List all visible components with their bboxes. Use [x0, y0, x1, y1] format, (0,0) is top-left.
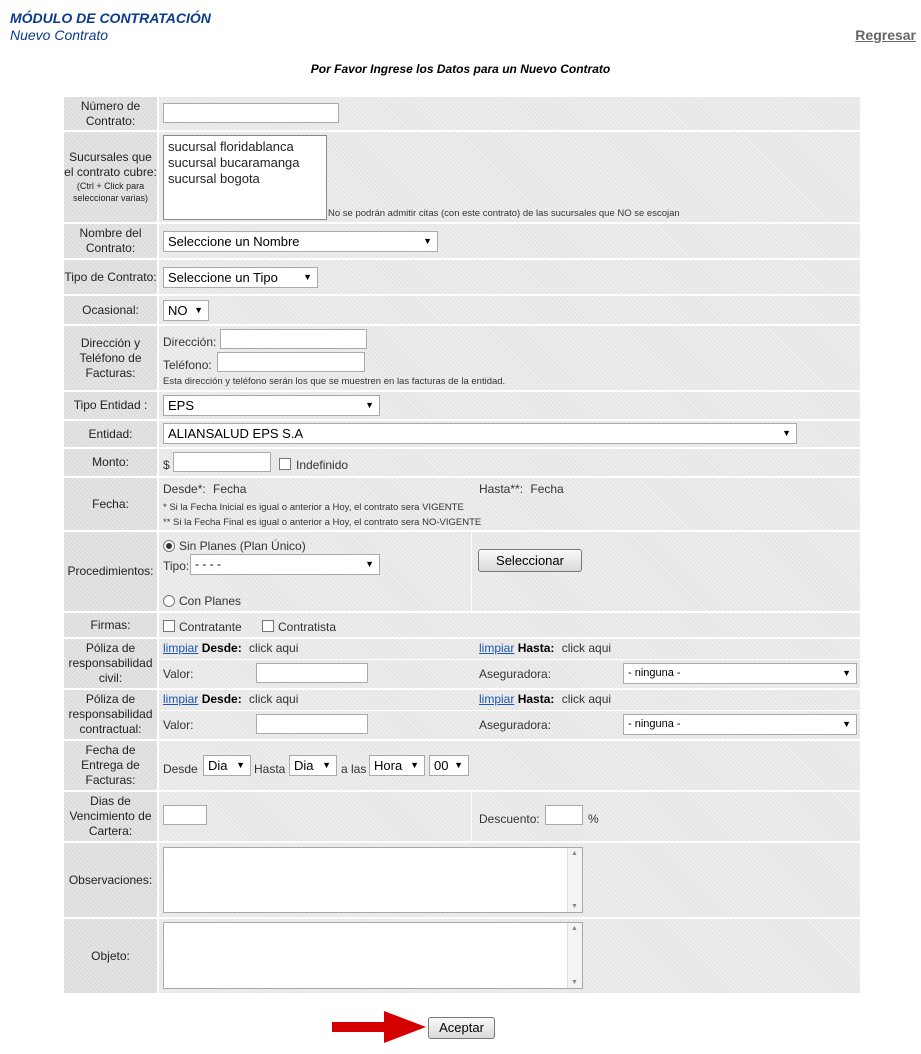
- click-aqui-date[interactable]: click aqui: [249, 641, 299, 655]
- entidad-selected: ALIANSALUD EPS S.A: [168, 426, 304, 441]
- label-sucursales-text: Sucursales que el contrato cubre:: [64, 150, 157, 179]
- valor-label: Valor:: [163, 718, 194, 732]
- label-poliza-contractual: Póliza de responsabilidad contractual:: [64, 690, 157, 739]
- monto-input[interactable]: [173, 452, 271, 472]
- nombre-contrato-selected: Seleccione un Nombre: [168, 234, 300, 249]
- sin-planes-radio[interactable]: [163, 540, 175, 552]
- indefinido-checkbox[interactable]: [279, 458, 291, 470]
- label-sucursales: [64, 132, 157, 222]
- back-link[interactable]: Regresar: [855, 27, 916, 43]
- aseguradora-selected: - ninguna -: [628, 718, 681, 730]
- column-divider: [471, 532, 472, 611]
- entrega-hora-select[interactable]: [369, 755, 425, 776]
- fecha-desde-label: Desde*:: [163, 482, 206, 496]
- poliza-civil-valor-input[interactable]: [256, 663, 368, 683]
- fecha-desde: [163, 482, 246, 496]
- label-tipo-entidad: Tipo Entidad :: [64, 392, 157, 419]
- label-fecha-entrega: Fecha de Entrega de Facturas:: [64, 741, 157, 790]
- contratista-label: Contratista: [278, 620, 337, 634]
- label-numero-contrato: Número de Contrato:: [64, 97, 157, 130]
- con-planes-label: Con Planes: [179, 594, 242, 608]
- direccion-input[interactable]: [220, 329, 367, 349]
- objeto-scrollbar[interactable]: [567, 923, 582, 988]
- row-tipo-contrato: [64, 260, 860, 294]
- sucursales-note: No se podrán admitir citas (con este contrato) de las sucursales que NO se escojan: [328, 208, 680, 219]
- entrega-desde-label: Desde: [163, 762, 198, 776]
- fecha-hasta-label: Hasta**:: [479, 482, 524, 496]
- chevron-down-icon: ▼: [842, 719, 851, 729]
- contratante-checkbox[interactable]: [163, 620, 175, 632]
- limpiar-link[interactable]: limpiar: [163, 641, 199, 655]
- row-procedimientos: [64, 532, 860, 611]
- observaciones-textarea[interactable]: [163, 847, 583, 913]
- chevron-down-icon: ▼: [365, 400, 374, 410]
- chevron-down-icon: ▼: [410, 760, 419, 770]
- entrega-dia-hasta-selected: Dia: [294, 758, 314, 773]
- click-aqui-date[interactable]: click aqui: [561, 692, 612, 706]
- contratista-checkbox[interactable]: [262, 620, 274, 632]
- label-firmas: Firmas:: [64, 613, 157, 637]
- nombre-contrato-select[interactable]: [163, 231, 438, 252]
- entrega-hora-selected: Hora: [374, 758, 403, 773]
- dias-vencimiento-input[interactable]: [163, 805, 207, 825]
- row-dias-vencimiento: [64, 792, 860, 841]
- percent-sign: %: [588, 812, 599, 826]
- scroll-up-icon[interactable]: ▲: [571, 925, 578, 932]
- sucursales-listbox[interactable]: [163, 135, 327, 220]
- row-poliza-contractual: [64, 690, 860, 739]
- fecha-hasta: [479, 482, 564, 496]
- row-poliza-civil: [64, 639, 860, 688]
- sucursal-option[interactable]: sucursal bucaramanga: [168, 155, 300, 170]
- tipo-entidad-select[interactable]: [163, 395, 380, 416]
- poliza-civil-hasta: [479, 641, 611, 655]
- objeto-textarea[interactable]: [163, 922, 583, 989]
- scroll-down-icon[interactable]: ▼: [571, 979, 578, 986]
- tipo-procedimiento-selected: - - - -: [195, 557, 221, 571]
- label-monto: Monto:: [64, 449, 157, 476]
- entrega-minutos-select[interactable]: [429, 755, 469, 776]
- row-fecha-entrega: [64, 741, 860, 790]
- chevron-down-icon: ▼: [454, 760, 463, 770]
- label-poliza-civil: Póliza de responsabilidad civil:: [64, 639, 157, 688]
- hasta-label: Hasta:: [517, 641, 555, 655]
- entrega-minutos-selected: 00: [434, 758, 449, 773]
- descuento-input[interactable]: [545, 805, 583, 825]
- chevron-down-icon: ▼: [322, 760, 331, 770]
- click-aqui-date[interactable]: click aqui: [249, 692, 299, 706]
- row-firmas: [64, 613, 860, 637]
- contratante-label: Contratante: [179, 620, 242, 634]
- ocasional-selected: NO: [168, 303, 188, 318]
- fecha-note-vigente: * Si la Fecha Inicial es igual o anterior a Hoy, el contrato sera VIGENTE: [163, 502, 464, 513]
- row-monto: [64, 449, 860, 476]
- limpiar-link[interactable]: limpiar: [479, 692, 515, 706]
- numero-contrato-input[interactable]: [163, 103, 339, 123]
- sin-planes-label: Sin Planes (Plan Único): [179, 539, 306, 553]
- column-divider: [471, 792, 472, 841]
- desde-label: Desde:: [201, 692, 242, 706]
- entrega-dia-desde-selected: Dia: [208, 758, 228, 773]
- chevron-down-icon: ▼: [842, 668, 851, 678]
- row-objeto: [64, 919, 860, 993]
- label-tipo-contrato: Tipo de Contrato:: [64, 260, 157, 294]
- label-ocasional: Ocasional:: [64, 296, 157, 324]
- tipo-proc-label: Tipo:: [163, 559, 190, 573]
- valor-label: Valor:: [163, 667, 194, 681]
- aseguradora-label: Aseguradora:: [479, 667, 552, 681]
- row-divider: [159, 659, 860, 660]
- poliza-contractual-aseguradora-select[interactable]: [623, 714, 857, 735]
- label-procedimientos: Procedimientos:: [64, 532, 157, 611]
- row-entidad: [64, 421, 860, 447]
- fecha-hasta-value[interactable]: Fecha: [530, 482, 564, 496]
- entrega-hasta-label: Hasta: [254, 762, 286, 776]
- chevron-down-icon: ▼: [236, 760, 245, 770]
- poliza-contractual-valor-input[interactable]: [256, 714, 368, 734]
- row-sucursales: [64, 132, 860, 222]
- aseguradora-selected: - ninguna -: [628, 667, 681, 679]
- label-direccion-telefono: Dirección y Teléfono de Facturas:: [64, 326, 157, 390]
- tipo-contrato-selected: Seleccione un Tipo: [168, 270, 278, 285]
- row-nombre-contrato: [64, 224, 860, 258]
- click-aqui-date[interactable]: click aqui: [561, 641, 612, 655]
- label-dias-vencimiento: Dias de Vencimiento de Cartera:: [64, 792, 157, 841]
- hasta-label: Hasta:: [517, 692, 555, 706]
- descuento-label: Descuento:: [479, 812, 540, 826]
- entrega-dia-hasta-select[interactable]: [289, 755, 337, 776]
- desde-label: Desde:: [201, 641, 242, 655]
- sucursal-option[interactable]: sucursal bogota: [168, 171, 260, 186]
- module-title: MÓDULO DE CONTRATACIÓN: [10, 10, 211, 26]
- seleccionar-button[interactable]: Seleccionar: [478, 549, 582, 572]
- page-subtitle: Nuevo Contrato: [10, 27, 109, 43]
- poliza-contractual-hasta: [479, 692, 611, 706]
- row-observaciones: [64, 843, 860, 917]
- form-intro: Por Favor Ingrese los Datos para un Nuevo Contrato: [310, 62, 611, 76]
- chevron-down-icon: ▼: [423, 236, 432, 246]
- poliza-civil-aseguradora-select[interactable]: [623, 663, 857, 684]
- currency-symbol: $: [163, 458, 170, 472]
- row-tipo-entidad: [64, 392, 860, 419]
- entrega-a-las-label: a las: [341, 762, 367, 776]
- aseguradora-label: Aseguradora:: [479, 718, 552, 732]
- label-observaciones: Observaciones:: [64, 843, 157, 917]
- aceptar-button[interactable]: Aceptar: [428, 1017, 495, 1039]
- chevron-down-icon: ▼: [782, 428, 791, 438]
- row-numero-contrato: [64, 97, 860, 130]
- observaciones-scrollbar[interactable]: [567, 848, 582, 912]
- limpiar-link[interactable]: limpiar: [479, 641, 515, 655]
- direccion-note: Esta dirección y teléfono serán los que se muestren en las facturas de la entidad.: [163, 376, 506, 387]
- chevron-down-icon: ▼: [365, 559, 374, 569]
- ocasional-select[interactable]: [163, 300, 209, 321]
- scroll-up-icon[interactable]: ▲: [571, 850, 578, 857]
- label-fecha: Fecha:: [64, 478, 157, 530]
- poliza-contractual-desde: [163, 692, 298, 706]
- limpiar-link[interactable]: limpiar: [163, 692, 199, 706]
- label-entidad: Entidad:: [64, 421, 157, 447]
- fecha-desde-value[interactable]: Fecha: [213, 482, 247, 496]
- label-objeto: Objeto:: [64, 919, 157, 993]
- direccion-label: Dirección:: [163, 335, 217, 349]
- fecha-note-no-vigente: ** Si la Fecha Final es igual o anterior a Hoy, el contrato sera NO-VIGENTE: [163, 517, 482, 528]
- tipo-entidad-selected: EPS: [168, 398, 195, 413]
- chevron-down-icon: ▼: [303, 272, 312, 282]
- red-arrow-icon: [332, 1010, 426, 1044]
- row-fecha: [64, 478, 860, 530]
- telefono-label: Teléfono:: [163, 358, 212, 372]
- row-divider: [159, 710, 860, 711]
- con-planes-radio[interactable]: [163, 595, 175, 607]
- label-nombre-contrato: Nombre del Contrato:: [64, 224, 157, 258]
- label-sucursales-hint: (Ctrl + Click para seleccionar varias): [72, 181, 149, 203]
- poliza-civil-desde: [163, 641, 298, 655]
- scroll-down-icon[interactable]: ▼: [571, 903, 578, 910]
- indefinido-label: Indefinido: [296, 458, 349, 472]
- entrega-dia-desde-select[interactable]: [203, 755, 251, 776]
- chevron-down-icon: ▼: [194, 305, 203, 315]
- row-ocasional: [64, 296, 860, 324]
- row-direccion-telefono: [64, 326, 860, 390]
- telefono-input[interactable]: [217, 352, 365, 372]
- tipo-contrato-select[interactable]: [163, 267, 318, 288]
- sucursal-option[interactable]: sucursal floridablanca: [168, 139, 294, 154]
- tipo-procedimiento-select[interactable]: [190, 554, 380, 575]
- entidad-select[interactable]: [163, 423, 797, 444]
